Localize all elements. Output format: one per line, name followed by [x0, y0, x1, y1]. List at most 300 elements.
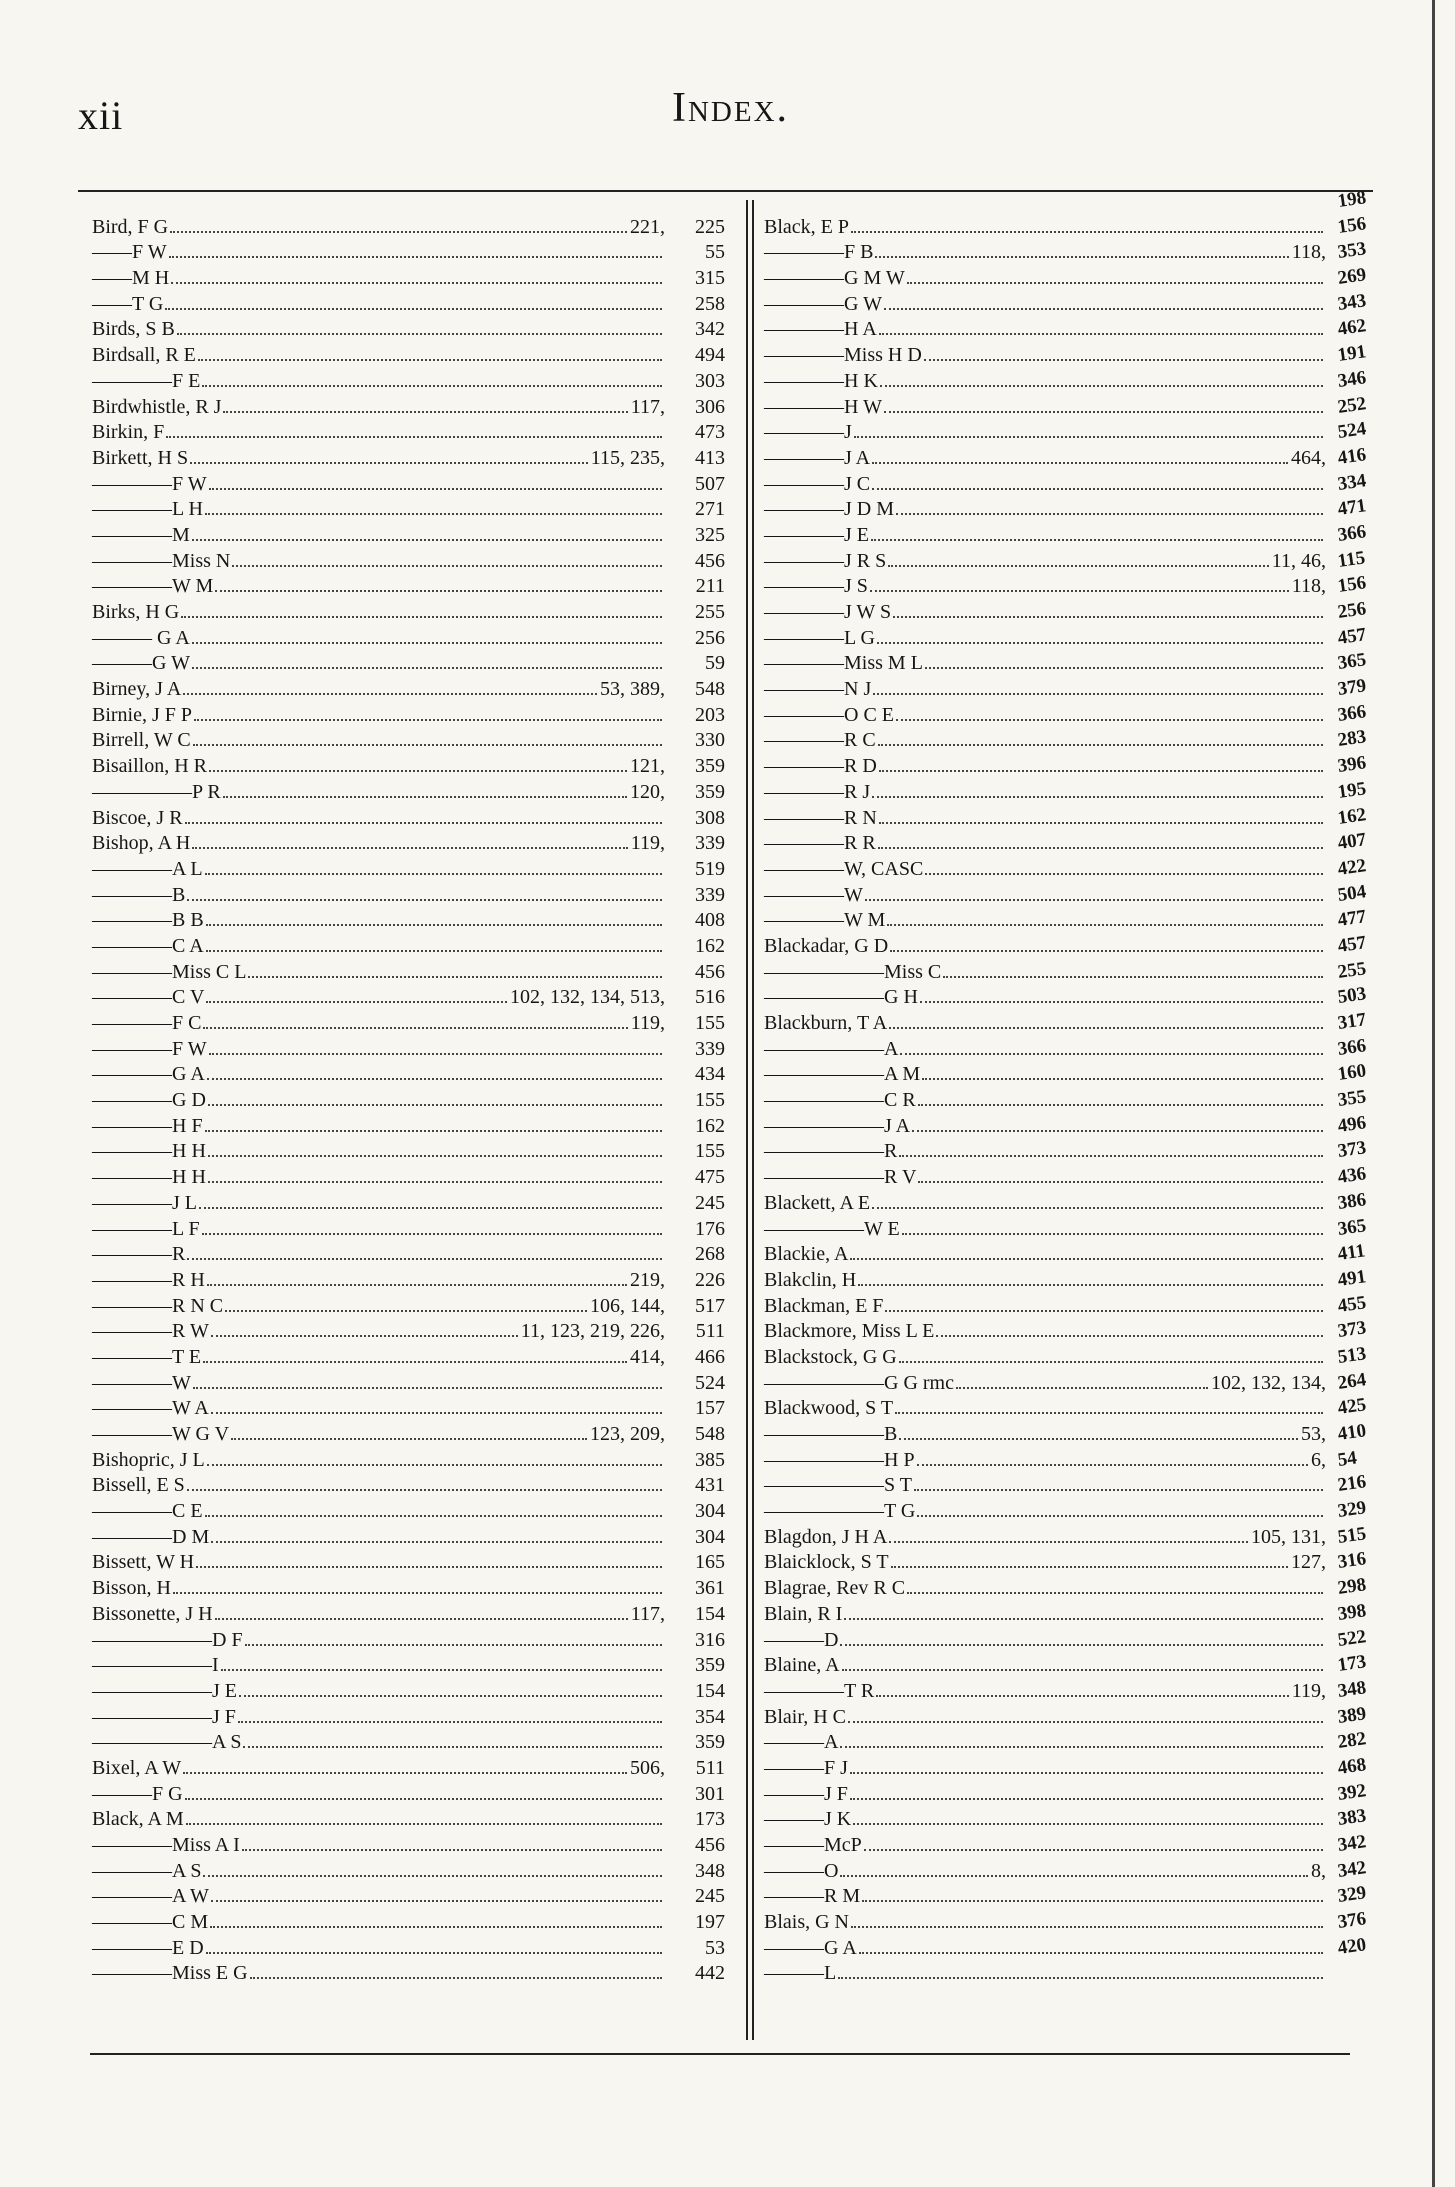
- entry-name: ———L: [764, 1962, 837, 1985]
- index-entry: [764, 598, 1326, 624]
- entry-name: ———G W: [92, 652, 190, 675]
- index-entry: [764, 419, 1326, 445]
- entry-last-page: 456: [695, 1834, 725, 1856]
- entry-name: ————Miss C L: [92, 960, 247, 983]
- entry-last-page: 359: [695, 1731, 725, 1754]
- margin-page-number: 173: [1336, 1651, 1368, 1677]
- dot-leader: [907, 1592, 1323, 1594]
- entry-last-page: 306: [695, 395, 725, 418]
- margin-page-number: 522: [1336, 1625, 1368, 1651]
- dot-leader: [207, 1464, 662, 1466]
- entry-last-page: 155: [695, 1140, 725, 1163]
- index-entry: [764, 675, 1326, 701]
- entry-name: Birkett, H S: [92, 446, 189, 469]
- column-divider-left: [746, 200, 748, 2040]
- margin-page-number: 491: [1336, 1266, 1368, 1291]
- dot-leader: [925, 873, 1323, 875]
- dot-leader: [956, 1387, 1208, 1389]
- dot-leader: [850, 1772, 1323, 1774]
- dot-leader: [880, 385, 1323, 387]
- entry-pages: 118,: [1291, 575, 1326, 598]
- index-entry: [92, 1497, 725, 1523]
- entry-name: ——————D F: [92, 1628, 243, 1651]
- entry-name: ———J F: [764, 1782, 848, 1805]
- dot-leader: [250, 1977, 662, 1979]
- entry-name: Blackmore, Miss L E: [764, 1320, 935, 1343]
- entry-name: ————W: [764, 883, 863, 906]
- entry-name: Birdsall, R E: [92, 344, 196, 367]
- index-entry: [92, 752, 725, 778]
- entry-name: Birks, H G: [92, 601, 180, 623]
- index-entry: [764, 624, 1326, 650]
- index-entry: [92, 881, 725, 907]
- dot-leader: [896, 719, 1323, 721]
- index-entry: [92, 1600, 725, 1626]
- entry-last-page: 55: [705, 241, 725, 264]
- dot-leader: [925, 667, 1323, 669]
- index-entry: [92, 1369, 725, 1395]
- entry-last-page: 157: [695, 1397, 725, 1420]
- dot-leader: [918, 1104, 1323, 1106]
- dot-leader: [232, 565, 662, 567]
- index-entry: [764, 367, 1326, 393]
- dot-leader: [851, 231, 1323, 233]
- index-entry: [92, 470, 725, 496]
- entry-name: ——————G H: [764, 986, 918, 1009]
- entry-last-page: 256: [695, 626, 725, 649]
- index-entry: [92, 1934, 725, 1960]
- entry-pages: 506,: [630, 1756, 665, 1779]
- entry-name: ————H K: [764, 369, 878, 392]
- index-entry: [92, 1780, 725, 1806]
- dot-leader: [877, 642, 1323, 644]
- entry-name: ————G M W: [764, 267, 905, 290]
- index-entry: [764, 1883, 1326, 1909]
- entry-name: ————J E: [764, 523, 869, 546]
- index-entry: [764, 573, 1326, 599]
- dot-leader: [912, 1130, 1323, 1132]
- entry-last-page: 245: [695, 1191, 725, 1214]
- dot-leader: [848, 1721, 1323, 1723]
- dot-leader: [879, 822, 1323, 824]
- dot-leader: [203, 1027, 627, 1029]
- dot-leader: [924, 359, 1323, 361]
- entry-last-page: 517: [695, 1294, 725, 1317]
- dot-leader: [840, 1875, 1308, 1877]
- margin-page-number: 455: [1336, 1291, 1368, 1317]
- dot-leader: [173, 1592, 662, 1594]
- entry-name: Blackadar, G D: [764, 934, 889, 957]
- margin-page-number: 255: [1336, 957, 1368, 983]
- margin-page-number: 191: [1336, 341, 1368, 367]
- dot-leader: [840, 1644, 1323, 1646]
- entry-name: ————F E: [92, 369, 201, 392]
- dot-leader: [872, 1207, 1323, 1209]
- entry-name: Blackman, E F: [764, 1294, 884, 1317]
- entry-last-page: 339: [695, 1037, 725, 1060]
- index-entry: [764, 1549, 1326, 1575]
- index-entry: [764, 1395, 1326, 1421]
- index-entry: [92, 1395, 725, 1421]
- entry-name: ———O: [764, 1859, 839, 1882]
- index-entry: [92, 444, 725, 470]
- entry-last-page: 330: [695, 729, 725, 752]
- dot-leader: [943, 976, 1323, 978]
- entry-name: ——————A S: [92, 1731, 242, 1754]
- entry-last-page: 211: [695, 575, 725, 598]
- entry-last-page: 225: [695, 215, 725, 238]
- entry-last-page: 361: [695, 1577, 725, 1600]
- index-entry: [92, 1883, 725, 1909]
- dot-leader: [215, 1618, 628, 1620]
- index-entry: [764, 1754, 1326, 1780]
- entry-last-page: 162: [695, 1114, 725, 1137]
- entry-last-page: 516: [695, 986, 725, 1009]
- index-entry: [92, 1754, 725, 1780]
- dot-leader: [878, 744, 1323, 746]
- entry-pages: 119,: [1291, 1679, 1326, 1702]
- dot-leader: [853, 1823, 1323, 1825]
- index-entry: [764, 958, 1326, 984]
- dot-leader: [873, 693, 1323, 695]
- entry-name: Bissonette, J H: [92, 1602, 213, 1625]
- entry-name: ———D: [764, 1628, 839, 1651]
- entry-name: ————B: [92, 883, 186, 906]
- margin-page-number: 386: [1336, 1188, 1368, 1214]
- entry-last-page: 548: [695, 678, 725, 701]
- entry-name: ————H H: [92, 1166, 206, 1189]
- entry-name: ————D M: [92, 1525, 210, 1548]
- dot-leader: [207, 1078, 662, 1080]
- index-entry: [764, 752, 1326, 778]
- margin-page-number: 383: [1336, 1805, 1368, 1831]
- margin-page-number: 436: [1336, 1163, 1368, 1189]
- dot-leader: [225, 1310, 587, 1312]
- dot-leader: [206, 924, 662, 926]
- index-entry: [764, 1960, 1326, 1986]
- entry-name: ————R D: [764, 755, 877, 778]
- dot-leader: [899, 1438, 1298, 1440]
- dot-leader: [899, 1155, 1323, 1157]
- index-entry: [764, 239, 1326, 265]
- page-title: Index.: [672, 85, 790, 131]
- margin-page-number: 392: [1336, 1779, 1368, 1805]
- entry-name: ————H H: [92, 1140, 206, 1163]
- index-entry: [764, 881, 1326, 907]
- entry-name: ———A: [764, 1731, 839, 1754]
- margin-page-number: 298: [1336, 1574, 1368, 1600]
- entry-name: Bishopric, J L: [92, 1448, 205, 1471]
- entry-pages: 117,: [630, 395, 665, 418]
- dot-leader: [207, 1284, 627, 1286]
- dot-leader: [248, 976, 662, 978]
- index-entry: [92, 598, 725, 624]
- dot-leader: [854, 436, 1323, 438]
- index-entry: [92, 264, 725, 290]
- dot-leader: [209, 1053, 662, 1055]
- index-entry: [764, 1163, 1326, 1189]
- index-entry: [92, 804, 725, 830]
- entry-last-page: 339: [695, 832, 725, 855]
- dot-leader: [202, 1233, 662, 1235]
- index-entry: [92, 1703, 725, 1729]
- entry-name: Black, E P: [764, 215, 849, 238]
- index-entry: [764, 1086, 1326, 1112]
- entry-name: Bissett, W H: [92, 1551, 195, 1574]
- entry-name: ————J R S: [764, 549, 887, 572]
- margin-page-number: 524: [1336, 418, 1368, 444]
- margin-page-number: 283: [1336, 726, 1368, 752]
- index-entry: [92, 650, 725, 676]
- entry-last-page: 413: [695, 446, 725, 469]
- entry-pages: 11, 46,: [1271, 549, 1326, 572]
- margin-page-number: 496: [1336, 1111, 1368, 1137]
- index-entry: [764, 1241, 1326, 1267]
- entry-name: ————C A: [92, 934, 204, 957]
- index-entry: [764, 1652, 1326, 1678]
- entry-name: ————F W: [92, 1037, 207, 1060]
- index-entry: [92, 1061, 725, 1087]
- entry-name: Bird, F G: [92, 215, 169, 238]
- entry-pages: 115, 235,: [590, 446, 665, 469]
- entry-pages: 102, 132, 134, 513,: [510, 986, 665, 1009]
- dot-leader: [242, 1849, 662, 1851]
- dot-leader: [918, 1181, 1323, 1183]
- dot-leader: [194, 719, 662, 721]
- dot-leader: [223, 796, 627, 798]
- margin-page-number: 256: [1336, 598, 1368, 623]
- entry-name: ——————J E: [92, 1679, 237, 1702]
- entry-pages: 105, 131,: [1251, 1525, 1326, 1548]
- entry-name: ————F B: [764, 241, 874, 264]
- index-entry: [764, 1729, 1326, 1755]
- dot-leader: [171, 282, 662, 284]
- dot-leader: [899, 1361, 1323, 1363]
- margin-page-number: 54: [1336, 1447, 1359, 1471]
- index-entry: [92, 932, 725, 958]
- entry-name: ————W, CASC: [764, 857, 924, 880]
- entry-name: Biscoe, J R: [92, 806, 183, 829]
- margin-page-number: 477: [1336, 906, 1368, 932]
- entry-name: ——————G G rmc: [764, 1371, 954, 1394]
- dot-leader: [199, 1207, 662, 1209]
- index-entry: [92, 1189, 725, 1215]
- index-entry: [92, 1523, 725, 1549]
- entry-pages: 221,: [630, 215, 665, 238]
- dot-leader: [181, 616, 662, 618]
- margin-page-number: 355: [1336, 1086, 1368, 1111]
- entry-last-page: 456: [695, 960, 725, 983]
- column-divider-right: [752, 200, 754, 2040]
- dot-leader: [203, 1875, 662, 1877]
- dot-leader: [192, 642, 662, 644]
- entry-name: ————C V: [92, 986, 205, 1009]
- dot-leader: [870, 590, 1289, 592]
- index-entry: [764, 547, 1326, 573]
- index-entry: [764, 907, 1326, 933]
- index-entry: [92, 1112, 725, 1138]
- margin-page-number: 329: [1336, 1882, 1368, 1908]
- index-entry: [92, 316, 725, 342]
- entry-last-page: 456: [695, 549, 725, 572]
- dot-leader: [879, 333, 1323, 335]
- margin-page-number: 503: [1336, 983, 1368, 1009]
- entry-last-page: 511: [695, 1756, 725, 1779]
- dot-leader: [917, 1464, 1308, 1466]
- dot-leader: [206, 1952, 662, 1954]
- entry-pages: 53, 389,: [600, 678, 665, 701]
- margin-page-number: 252: [1336, 392, 1368, 418]
- margin-page-number: 366: [1336, 700, 1368, 726]
- margin-page-number: 366: [1336, 521, 1368, 546]
- dot-leader: [193, 744, 662, 746]
- index-entry: [764, 932, 1326, 958]
- entry-name: ————O C E: [764, 703, 894, 726]
- index-entry: [92, 547, 725, 573]
- margin-page-number: 216: [1336, 1471, 1368, 1497]
- margin-page-number: 515: [1336, 1522, 1368, 1548]
- dot-leader: [875, 256, 1288, 258]
- entry-name: ————N J: [764, 678, 872, 701]
- margin-page-number: 416: [1336, 444, 1368, 469]
- dot-leader: [183, 693, 597, 695]
- entry-last-page: 348: [695, 1859, 725, 1882]
- index-entry: [764, 521, 1326, 547]
- entry-name: ———R M: [764, 1885, 861, 1908]
- dot-leader: [185, 822, 662, 824]
- entry-last-page: 304: [695, 1500, 725, 1523]
- entry-last-page: 524: [695, 1371, 725, 1394]
- entry-name: Bixel, A W: [92, 1756, 182, 1779]
- entry-name: Blackburn, T A: [764, 1012, 888, 1034]
- entry-last-page: 385: [695, 1448, 725, 1471]
- entry-last-page: 301: [695, 1782, 725, 1805]
- dot-leader: [888, 565, 1268, 567]
- entry-last-page: 162: [695, 934, 725, 957]
- dot-leader: [890, 950, 1323, 952]
- entry-name: Bisson, H: [92, 1577, 171, 1600]
- entry-name: Bisaillon, H R: [92, 755, 208, 778]
- dot-leader: [211, 1412, 662, 1414]
- entry-name: ————R H: [92, 1268, 205, 1291]
- index-entry: [92, 1215, 725, 1241]
- entry-last-page: 303: [695, 369, 725, 392]
- entry-last-page: 176: [695, 1217, 725, 1240]
- index-entry: [764, 1266, 1326, 1292]
- entry-name: ——————I: [92, 1654, 219, 1677]
- index-entry: [92, 1857, 725, 1883]
- index-entry: [92, 1626, 725, 1652]
- entry-name: ————J: [764, 421, 852, 444]
- index-entry: [92, 855, 725, 881]
- dot-leader: [186, 1823, 662, 1825]
- index-entry: [92, 1960, 725, 1986]
- index-entry: [92, 521, 725, 547]
- index-entry: [92, 1831, 725, 1857]
- index-entry: [764, 1343, 1326, 1369]
- entry-name: ————J L: [92, 1191, 197, 1214]
- entry-name: ————F C: [92, 1012, 202, 1034]
- page-edge: [1432, 0, 1435, 2187]
- entry-name: ————J C: [764, 472, 871, 495]
- entry-pages: 219,: [630, 1268, 665, 1291]
- dot-leader: [862, 1900, 1323, 1902]
- dot-leader: [902, 1233, 1323, 1235]
- entry-name: ————H W: [764, 395, 882, 418]
- index-entry: [92, 1163, 725, 1189]
- entry-name: Birrell, W C: [92, 729, 191, 752]
- entry-pages: 117,: [630, 1602, 665, 1625]
- index-entry: [764, 855, 1326, 881]
- entry-name: Blaicklock, S T: [764, 1551, 889, 1574]
- dot-leader: [238, 1721, 662, 1723]
- entry-last-page: 511: [695, 1320, 725, 1343]
- margin-page-number: 462: [1336, 315, 1368, 341]
- dot-leader: [896, 513, 1323, 515]
- entry-name: ——————C R: [764, 1089, 916, 1112]
- margin-page-number: 115: [1336, 546, 1367, 572]
- entry-last-page: 325: [695, 523, 725, 546]
- dot-leader: [884, 308, 1323, 310]
- left-index-column: [92, 213, 725, 1985]
- dot-leader: [169, 256, 662, 258]
- index-entry: [92, 290, 725, 316]
- dot-leader: [185, 1798, 662, 1800]
- dot-leader: [891, 1566, 1288, 1568]
- dot-leader: [239, 1695, 662, 1697]
- entry-name: ————F W: [92, 472, 207, 495]
- index-entry: [92, 1677, 725, 1703]
- index-entry: [764, 1318, 1326, 1344]
- dot-leader: [872, 796, 1323, 798]
- dot-leader: [198, 359, 662, 361]
- index-entry: [764, 213, 1326, 239]
- entry-name: ————H A: [764, 318, 877, 341]
- entry-last-page: 271: [695, 498, 725, 521]
- dot-leader: [865, 899, 1323, 901]
- index-entry: [764, 1215, 1326, 1241]
- entry-name: ——————S T: [764, 1474, 912, 1497]
- entry-name: ——————R V: [764, 1166, 917, 1189]
- entry-last-page: 268: [695, 1243, 725, 1266]
- index-entry: [764, 316, 1326, 342]
- dot-leader: [209, 770, 627, 772]
- entry-name: ————G W: [764, 292, 882, 315]
- dot-leader: [838, 1977, 1323, 1979]
- entry-name: Blackstock, G G: [764, 1345, 897, 1368]
- entry-last-page: 494: [695, 344, 725, 367]
- index-entry: [764, 341, 1326, 367]
- index-entry: [92, 1086, 725, 1112]
- entry-name: ————R C: [764, 729, 876, 752]
- index-entry: [92, 1574, 725, 1600]
- dot-leader: [206, 1001, 507, 1003]
- dot-leader: [842, 1669, 1323, 1671]
- entry-name: ————T R: [764, 1679, 875, 1702]
- dot-leader: [193, 1387, 662, 1389]
- index-entry: [764, 727, 1326, 753]
- dot-leader: [889, 1027, 1323, 1029]
- dot-leader: [208, 1104, 662, 1106]
- entry-name: ————W M: [764, 909, 886, 932]
- entry-last-page: 304: [695, 1525, 725, 1548]
- entry-name: Birds, S B: [92, 318, 175, 341]
- entry-name: Blain, R I: [764, 1602, 843, 1625]
- dot-leader: [871, 539, 1323, 541]
- index-entry: [764, 984, 1326, 1010]
- index-entry: [764, 1446, 1326, 1472]
- entry-last-page: 339: [695, 883, 725, 906]
